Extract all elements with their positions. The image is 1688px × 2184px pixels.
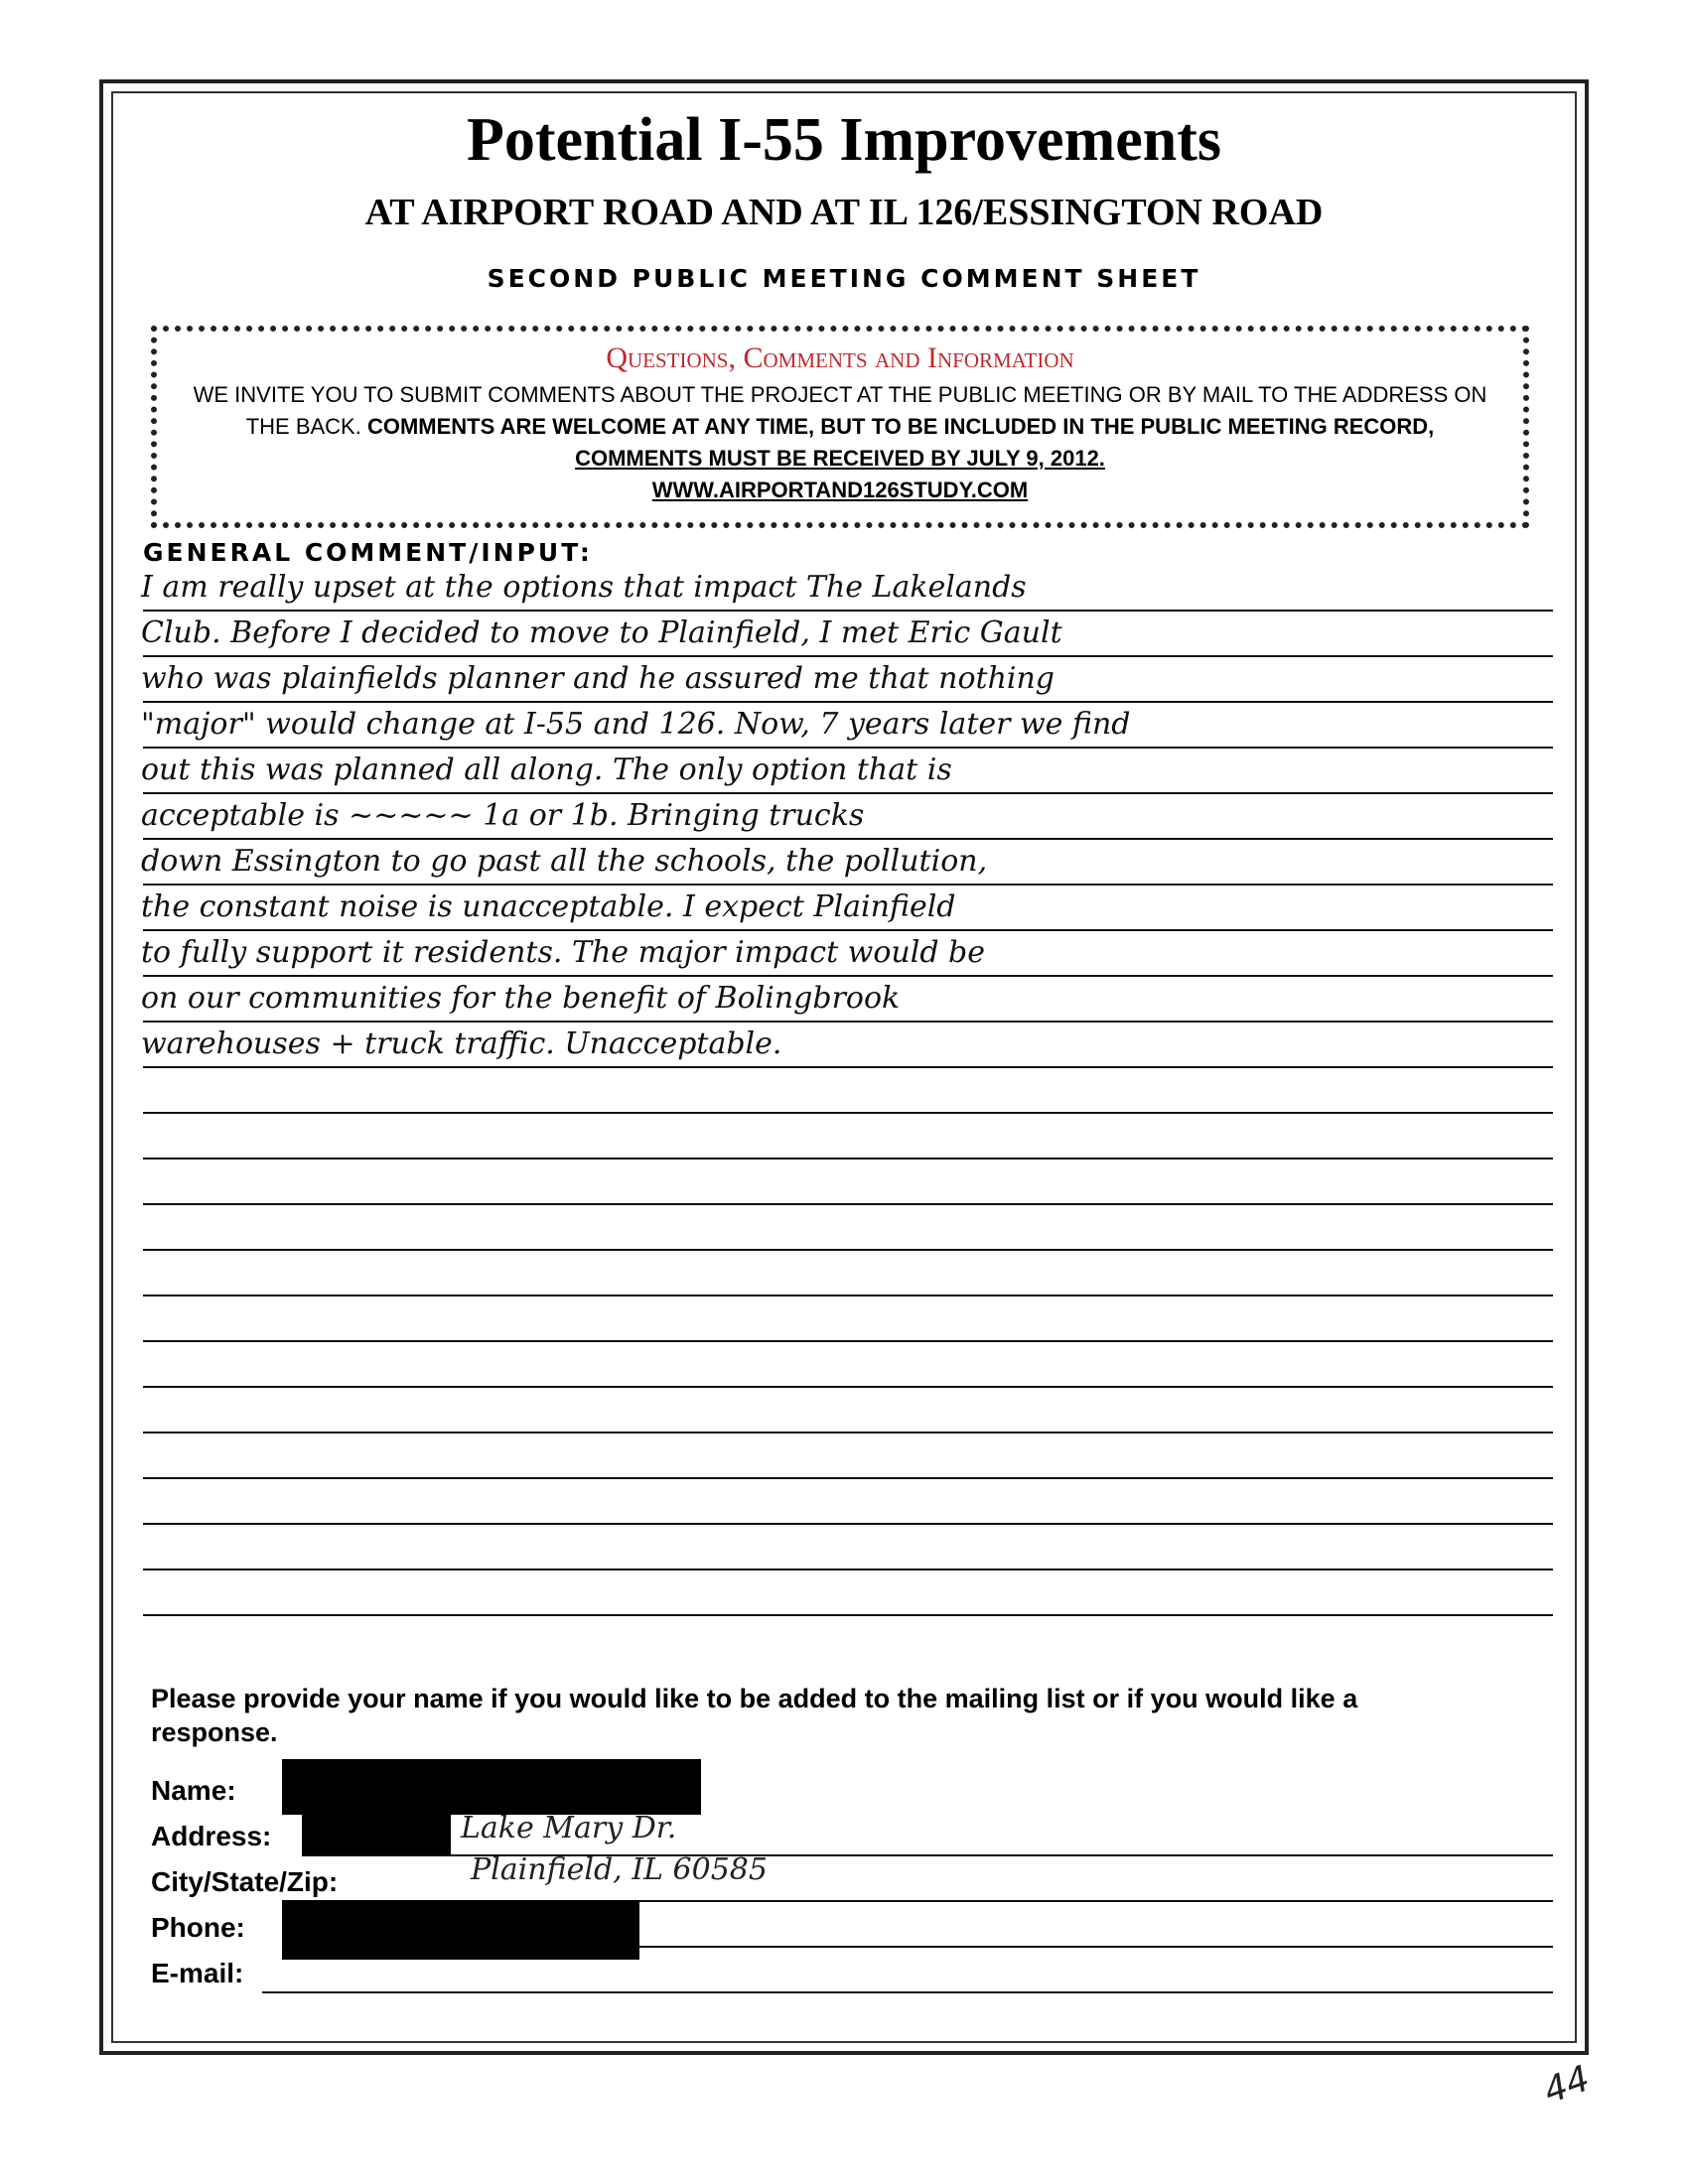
page-title: Potential I-55 Improvements [467,106,1221,174]
name-label: Name: [151,1775,236,1806]
ruled-line [143,792,1553,794]
name-redaction [282,1759,701,1815]
email-label: E-mail: [151,1958,244,1988]
ruled-line [143,1112,1553,1114]
address-label: Address: [151,1821,272,1851]
comment-line: on our communities for the benefit of Bolingbrook [141,981,901,1016]
comment-line: down Essington to go past all the schools, the pollution, [141,844,988,879]
ruled-line [143,1569,1553,1570]
mailing-list-note: Please provide your name if you would like to be added to the mailing list or if you would like a response. [151,1684,1358,1747]
ruled-line [143,1523,1553,1525]
phone-field-line [639,1946,1553,1948]
city-state-zip-value: Plainfield, IL 60585 [471,1852,768,1887]
comment-line: to fully support it residents. The major impact would be [141,935,986,970]
info-heading: Questions, Comments and Information [606,341,1074,374]
ruled-line [143,655,1553,657]
ruled-line [143,884,1553,886]
ruled-line [143,747,1553,749]
ruled-line [143,1477,1553,1479]
ruled-line [143,610,1553,612]
ruled-line [143,975,1553,977]
ruled-line [143,1614,1553,1616]
ruled-line [143,1295,1553,1297]
ruled-line [143,1203,1553,1205]
ruled-line [143,838,1553,840]
comment-line: warehouses + truck traffic. Unacceptable. [141,1026,782,1061]
phone-label: Phone: [151,1912,245,1943]
ruled-line [143,929,1553,931]
comment-line: I am really upset at the options that impact The Lakelands [141,570,1027,605]
address-value: Lake Mary Dr. [461,1811,677,1845]
info-url-link[interactable]: WWW.AIRPORTAND126STUDY.COM [651,478,1029,502]
city-state-zip-label: City/State/Zip: [151,1866,339,1897]
phone-redaction [282,1900,639,1960]
comment-line: who was plainfields planner and he assured me that nothing [141,661,1055,696]
page-number: 44 [1538,2058,1596,2113]
comment-line: "major" would change at I-55 and 126. Now, 7 years later we find [141,707,1131,742]
comment-label: GENERAL COMMENT/INPUT: [143,538,593,567]
ruled-line [143,1432,1553,1433]
address-redaction [302,1813,451,1856]
comment-line: acceptable is ~~~~~ 1a or 1b. Bringing trucks [141,798,865,833]
comment-line: the constant noise is unacceptable. I expect Plainfield [141,889,956,924]
info-text-regular: WE INVITE YOU TO SUBMIT COMMENTS ABOUT THE PROJECT AT THE PUBLIC MEETING OR BY MAIL TO THE ADDRESS ON THE BACK. [193,382,1487,439]
ruled-line [143,1066,1553,1068]
ruled-line [143,1158,1553,1160]
ruled-line [143,1340,1553,1342]
ruled-line [143,1249,1553,1251]
ruled-line [143,1386,1553,1388]
email-field-line [262,1991,1553,1993]
info-text-bold: COMMENTS ARE WELCOME AT ANY TIME, BUT TO BE INCLUDED IN THE PUBLIC MEETING RECORD, [366,414,1435,439]
info-text [193,379,1487,506]
sheet-type-heading: SECOND PUBLIC MEETING COMMENT SHEET [487,264,1201,293]
page-subtitle: AT AIRPORT ROAD AND AT IL 126/ESSINGTON ROAD [364,192,1324,233]
comment-line: Club. Before I decided to move to Plainfield, I met Eric Gault [141,615,1062,650]
comment-sheet [99,79,1589,2055]
ruled-line [143,701,1553,703]
comment-line: out this was planned all along. The only option that is [141,752,952,787]
info-box [151,326,1529,528]
info-text-deadline: COMMENTS MUST BE RECEIVED BY JULY 9, 2012. [575,446,1105,471]
ruled-line [143,1021,1553,1023]
